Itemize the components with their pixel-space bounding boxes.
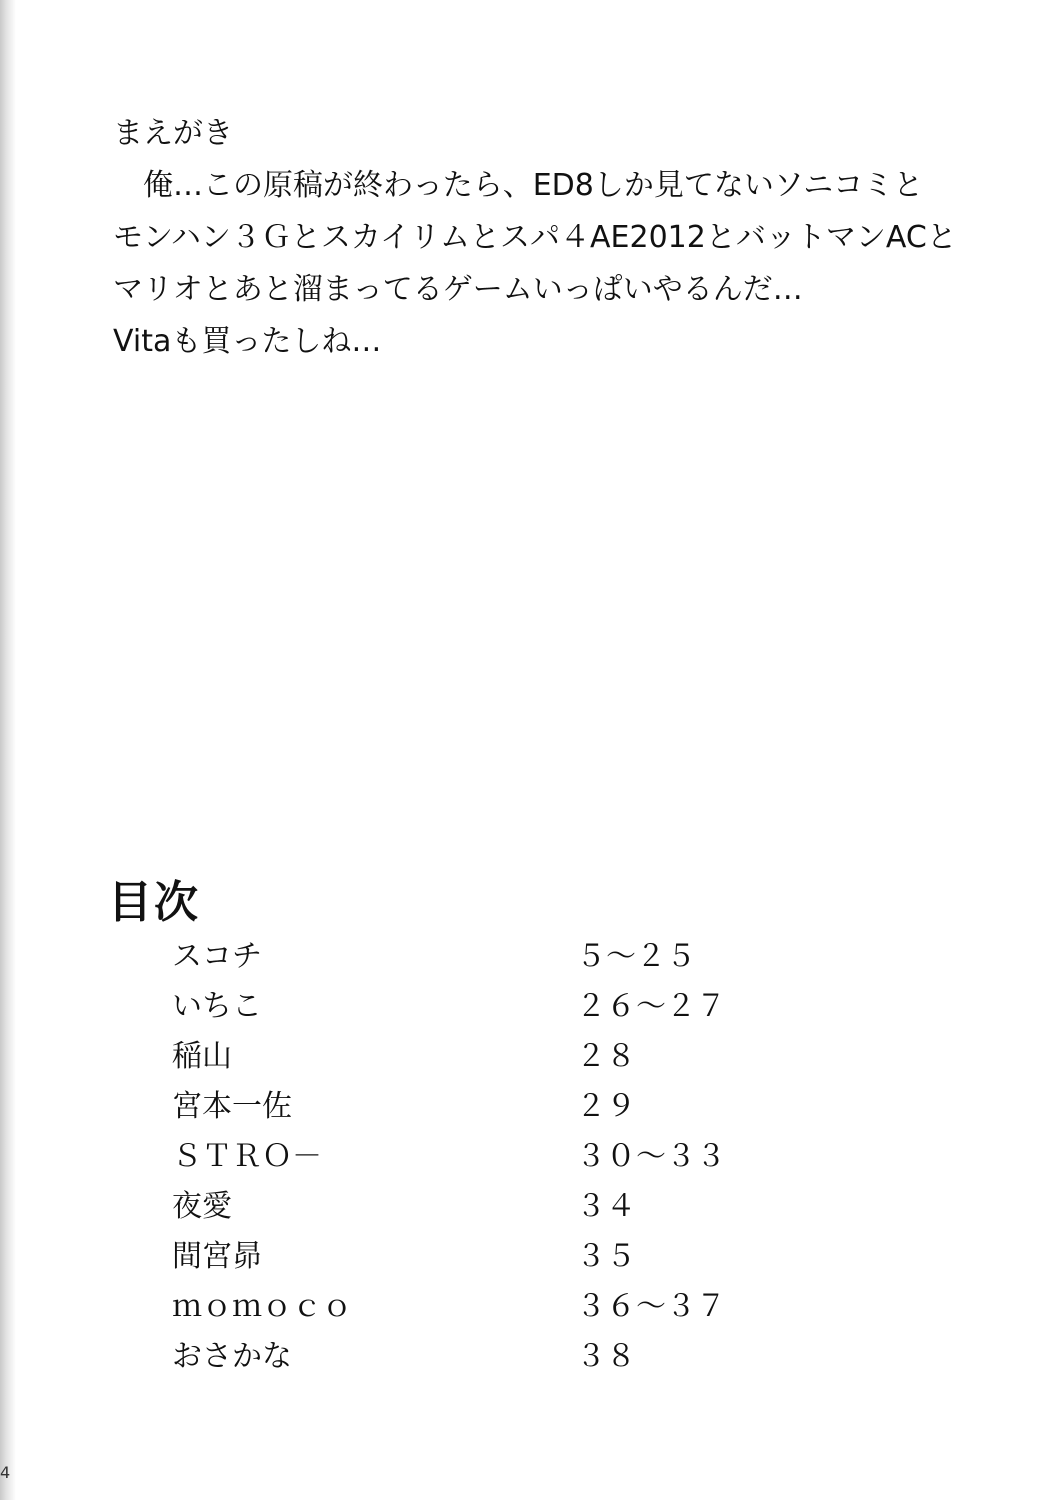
toc-author: ＳＴＲＯ－ xyxy=(172,1139,322,1174)
toc-list xyxy=(172,932,772,1382)
toc-heading: 目次 xyxy=(108,877,200,928)
toc-entry xyxy=(172,1082,772,1132)
toc-author: ｍｏｍｏｃｏ xyxy=(172,1289,352,1324)
foreword-line: モンハン３Ｇとスカイリムとスパ４AE2012とバットマンACと xyxy=(113,220,957,255)
toc-author: おさかな xyxy=(172,1339,292,1374)
toc-author: 夜愛 xyxy=(172,1189,232,1224)
toc-author: 宮本一佐 xyxy=(172,1089,292,1124)
toc-author: 稲山 xyxy=(172,1039,232,1074)
toc-author: スコチ xyxy=(172,939,262,974)
foreword-line: Vitaも買ったしね… xyxy=(113,324,382,359)
page-number: 4 xyxy=(0,1463,11,1482)
foreword-line: 俺…この原稿が終わったら、ED8しか見てないソニコミと xyxy=(143,168,924,203)
foreword-section xyxy=(113,108,957,368)
toc-pages: ３８ xyxy=(576,1339,636,1374)
toc-entry xyxy=(172,1132,772,1182)
toc-entry xyxy=(172,1232,772,1282)
toc-author: いちこ xyxy=(172,989,262,1024)
toc-entry xyxy=(172,1332,772,1382)
toc-pages: ２６～２７ xyxy=(576,989,726,1024)
toc-pages: ３６～３７ xyxy=(576,1289,726,1324)
toc-entry xyxy=(172,1282,772,1332)
toc-author: 間宮昴 xyxy=(172,1239,262,1274)
toc-pages: ２８ xyxy=(576,1039,636,1074)
toc-entry xyxy=(172,982,772,1032)
toc-pages: ３４ xyxy=(576,1189,636,1224)
toc-pages: ３５ xyxy=(576,1239,636,1274)
toc-entry xyxy=(172,1032,772,1082)
foreword-heading: まえがき xyxy=(113,116,233,151)
toc-pages: ２９ xyxy=(576,1089,636,1124)
page-binding-edge xyxy=(0,0,16,1500)
toc-pages: ５～２５ xyxy=(576,939,696,974)
toc-pages: ３０～３３ xyxy=(576,1139,726,1174)
foreword-line: マリオとあと溜まってるゲームいっぱいやるんだ… xyxy=(113,272,803,307)
toc-entry xyxy=(172,1182,772,1232)
toc-entry xyxy=(172,932,772,982)
